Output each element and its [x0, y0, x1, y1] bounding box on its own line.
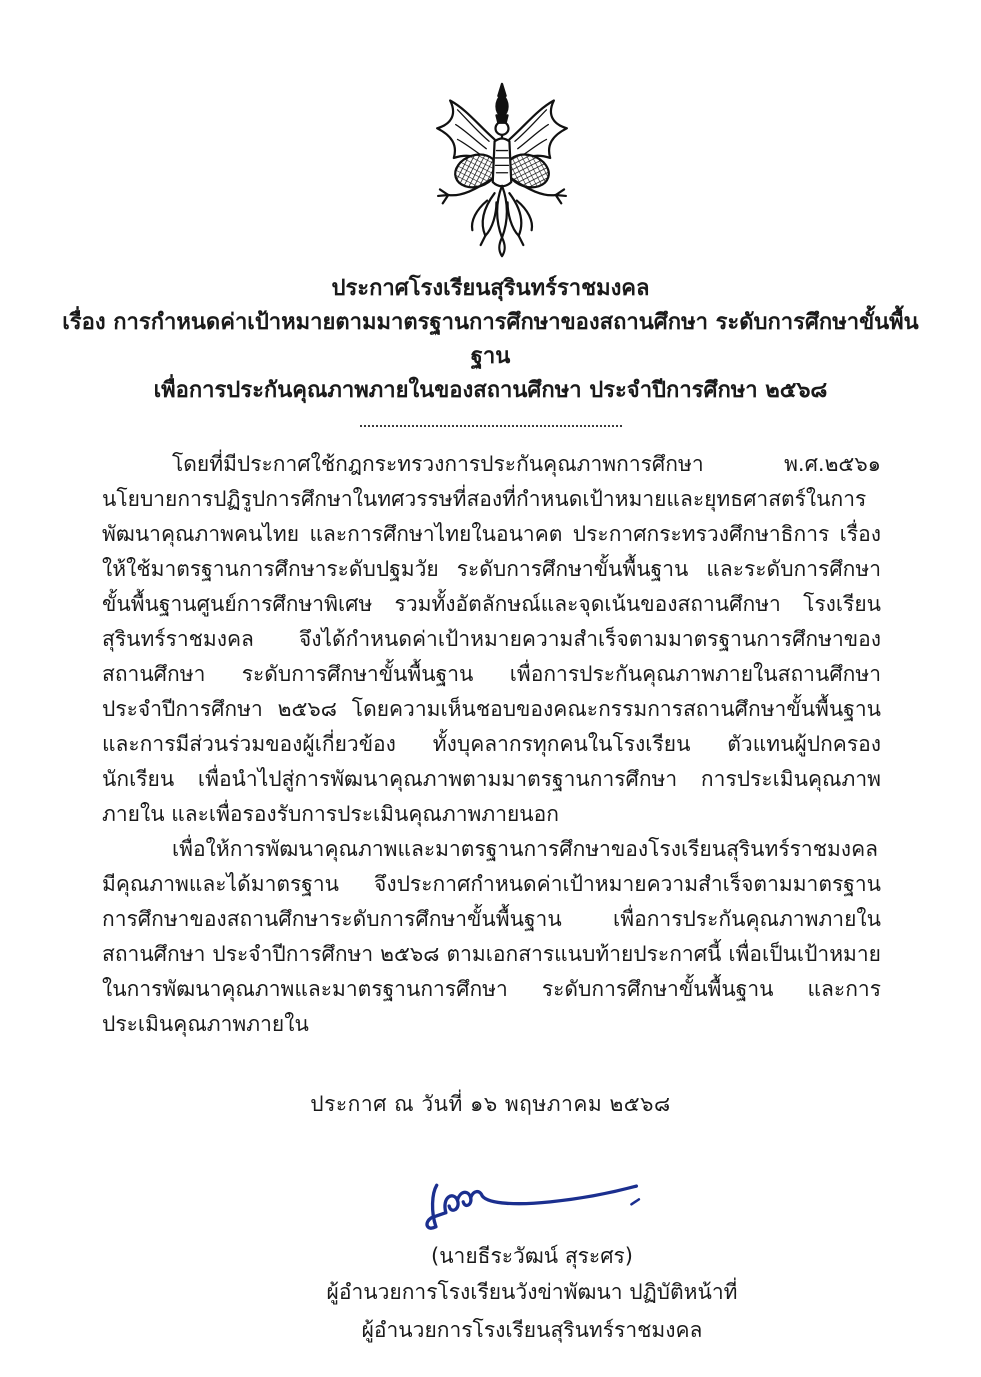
emblem-container: [0, 0, 981, 258]
dotted-separator: [360, 425, 622, 427]
announcement-title-block: [0, 272, 981, 408]
signatory-title-1: ผู้อำนวยการโรงเรียนวังข่าพัฒนา ปฏิบัติหน้าที่: [326, 1280, 738, 1304]
announcement-body: [0, 447, 981, 1042]
signatory-title-2: ผู้อำนวยการโรงเรียนสุรินทร์ราชมงคล: [361, 1318, 703, 1342]
signature-block: [322, 1177, 742, 1349]
body-paragraph-2: เพื่อให้การพัฒนาคุณภาพและมาตรฐานการศึกษาของโรงเรียนสุรินทร์ราชมงคล มีคุณภาพและได้มาตรฐาน จึงประกาศกำหนดค่าเป้าหมายความสำเร็จตามมาตรฐานการศึกษาของสถานศึกษาระดับการศึกษาขั้นพื้นฐาน เพื่อการประกันคุณภาพภายในสถานศึกษา ประจำปีการศึกษา ๒๕๖๘ ตามเอกสารแนบท้ายประกาศนี้ เพื่อเป็นเป้าหมายในการพัฒนาคุณภาพและมาตรฐานการศึกษา ระดับการศึกษาขั้นพื้นฐาน และการประเมินคุณภาพภายใน: [102, 837, 881, 1036]
body-paragraph-1: โดยที่มีประกาศใช้กฎกระทรวงการประกันคุณภาพการศึกษา พ.ศ.๒๕๖๑ นโยบายการปฏิรูปการศึกษาในทศวรรษที่สองที่กำหนดเป้าหมายและยุทธศาสตร์ในการพัฒนาคุณภาพคนไทย และการศึกษาไทยในอนาคต ประกาศกระทรวงศึกษาธิการ เรื่อง ให้ใช้มาตรฐานการศึกษาระดับปฐมวัย ระดับการศึกษาขั้นพื้นฐาน และระดับการศึกษาขั้นพื้นฐานศูนย์การศึกษาพิเศษ รวมทั้งอัตลักษณ์และจุดเน้นของสถานศึกษา โรงเรียนสุรินทร์ราชมงคล จึงได้กำหนดค่าเป้าหมายความสำเร็จตามมาตรฐานการศึกษาของสถานศึกษา ระดับการศึกษาขั้นพื้นฐาน เพื่อการประกันคุณภาพภายในสถานศึกษา ประจำปีการศึกษา ๒๕๖๘ โดยความเห็นชอบของคณะกรรมการสถานศึกษาขั้นพื้นฐาน และการมีส่วนร่วมของผู้เกี่ยวข้อง ทั้งบุคลากรทุกคนในโรงเรียน ตัวแทนผู้ปกครองนักเรียน เพื่อนำไปสู่การพัฒนาคุณภาพตามมาตรฐานการศึกษา การประเมินคุณภาพภายใน และเพื่อรองรับการประเมินคุณภาพภายนอก: [102, 452, 881, 826]
title-line-2: เรื่อง การกำหนดค่าเป้าหมายตามมาตรฐานการศึกษาของสถานศึกษา ระดับการศึกษาขั้นพื้นฐาน: [62, 310, 919, 369]
handwritten-signature: [392, 1177, 672, 1235]
signatory-name: (นายธีระวัฒน์ สุระศร): [431, 1244, 633, 1268]
title-line-1: ประกาศโรงเรียนสุรินทร์ราชมงคล: [331, 276, 650, 301]
title-line-3: เพื่อการประกันคุณภาพภายในของสถานศึกษา ประจำปีการศึกษา ๒๕๖๘: [153, 378, 828, 403]
garuda-emblem-icon: [427, 82, 577, 258]
proclamation-date: ประกาศ ณ วันที่ ๑๖ พฤษภาคม ๒๕๖๘: [310, 1092, 671, 1116]
